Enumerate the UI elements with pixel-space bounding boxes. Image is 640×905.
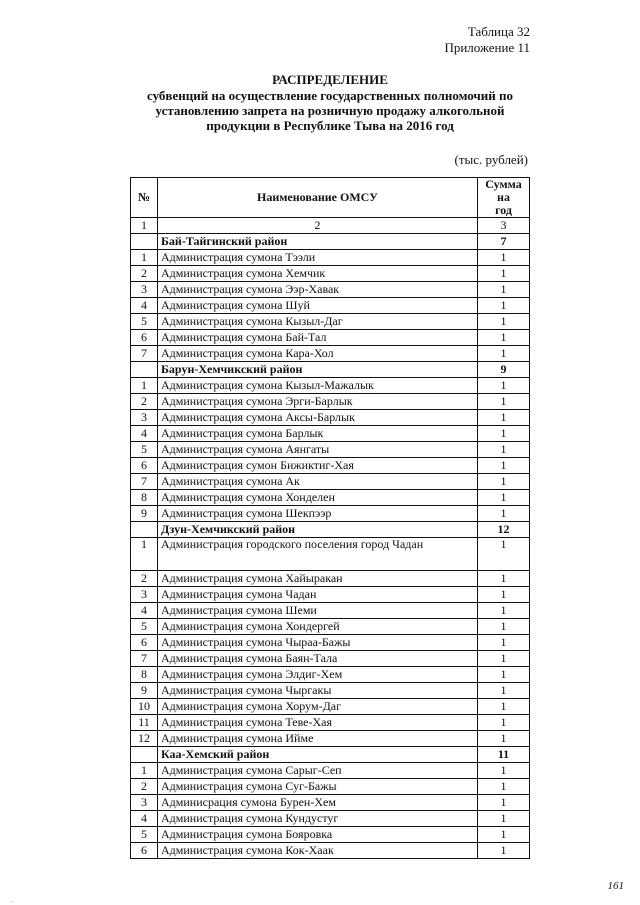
table-row: [131, 635, 530, 651]
row-number: 4: [131, 298, 158, 314]
header-number: №: [131, 178, 158, 218]
row-amount: 1: [478, 587, 530, 603]
row-name: Администрация сумона Ээр-Хавак: [158, 282, 478, 298]
row-number: 4: [131, 603, 158, 619]
row-amount: 1: [478, 490, 530, 506]
row-amount: 1: [478, 458, 530, 474]
row-amount: 1: [478, 250, 530, 266]
row-amount: 1: [478, 282, 530, 298]
row-name: Администрация сумона Хайыракан: [158, 571, 478, 587]
row-name: Администрация сумона Аксы-Барлык: [158, 410, 478, 426]
row-number: 8: [131, 667, 158, 683]
header-amount: [478, 178, 530, 218]
document-title: РАСПРЕДЕЛЕНИЕ: [272, 72, 388, 87]
table-row: [131, 266, 530, 282]
row-number: 1: [131, 378, 158, 394]
row-amount: 1: [478, 330, 530, 346]
row-number: 2: [131, 394, 158, 410]
district-number-cell: [131, 747, 158, 763]
row-amount: 1: [478, 538, 530, 571]
table-row: [131, 667, 530, 683]
row-amount: 1: [478, 827, 530, 843]
row-name: Администрация сумона Кок-Хаак: [158, 843, 478, 859]
table-header-row: [131, 178, 530, 218]
row-number: 9: [131, 506, 158, 522]
row-amount: 1: [478, 394, 530, 410]
row-amount: 1: [478, 843, 530, 859]
row-name: Администрация сумона Ак: [158, 474, 478, 490]
table-row: [131, 715, 530, 731]
row-name: Администрация сумона Чадан: [158, 587, 478, 603]
row-number: 3: [131, 282, 158, 298]
row-amount: 1: [478, 779, 530, 795]
row-number: 8: [131, 490, 158, 506]
row-name: Администрация сумон Бижиктиг-Хая: [158, 458, 478, 474]
column-number-3: 3: [478, 218, 530, 234]
row-amount: 1: [478, 474, 530, 490]
row-number: 3: [131, 587, 158, 603]
row-name: Администрация сумона Шекпээр: [158, 506, 478, 522]
row-number: 3: [131, 795, 158, 811]
table-row: [131, 843, 530, 859]
table-row: [131, 474, 530, 490]
row-number: 7: [131, 474, 158, 490]
table-row: [131, 731, 530, 747]
row-name: Администрация сумона Ийме: [158, 731, 478, 747]
row-number: 3: [131, 410, 158, 426]
table-row: [131, 298, 530, 314]
table-row: [131, 603, 530, 619]
corner-mark: .: [12, 898, 14, 904]
table-row: [131, 346, 530, 362]
row-name: Администрация сумона Чыраа-Бажы: [158, 635, 478, 651]
row-amount: 1: [478, 298, 530, 314]
row-number: 11: [131, 715, 158, 731]
row-name: Администрация сумона Кундустуг: [158, 811, 478, 827]
row-name: Администрация сумона Бояровка: [158, 827, 478, 843]
document-subtitle-line-3: продукции в Республике Тыва на 2016 год: [206, 118, 454, 133]
row-name: Администрация сумона Хонделен: [158, 490, 478, 506]
row-number: 9: [131, 683, 158, 699]
table-row: [131, 538, 530, 571]
district-number-cell: [131, 362, 158, 378]
row-name: Администрация сумона Элдиг-Хем: [158, 667, 478, 683]
row-number: 2: [131, 779, 158, 795]
district-name: Барун-Хемчикский район: [158, 362, 478, 378]
table-row: [131, 330, 530, 346]
row-name: Администрация сумона Кызыл-Даг: [158, 314, 478, 330]
district-row: [131, 234, 530, 250]
district-total: 7: [478, 234, 530, 250]
row-name: Администрация сумона Эрги-Барлык: [158, 394, 478, 410]
column-number-1: 1: [131, 218, 158, 234]
row-number: 2: [131, 571, 158, 587]
table-row: [131, 314, 530, 330]
row-name: Администрация сумона Хемчик: [158, 266, 478, 282]
district-total: 12: [478, 522, 530, 538]
district-name: Каа-Хемский район: [158, 747, 478, 763]
column-number-2: 2: [158, 218, 478, 234]
table-row: [131, 442, 530, 458]
row-number: 1: [131, 763, 158, 779]
column-number-row: [131, 218, 530, 234]
row-number: 5: [131, 442, 158, 458]
units-label: (тыс. рублей): [454, 152, 528, 167]
row-number: 7: [131, 651, 158, 667]
row-amount: 1: [478, 314, 530, 330]
document-subtitle-line-1: субвенций на осуществление государственных полномочий по: [147, 88, 513, 103]
district-number-cell: [131, 234, 158, 250]
table-row: [131, 410, 530, 426]
district-total: 11: [478, 747, 530, 763]
row-amount: 1: [478, 667, 530, 683]
row-amount: 1: [478, 795, 530, 811]
table-row: [131, 619, 530, 635]
appendix-label: Приложение 11: [444, 40, 530, 55]
row-name: Администрация сумона Кара-Хол: [158, 346, 478, 362]
district-number-cell: [131, 522, 158, 538]
row-amount: 1: [478, 266, 530, 282]
row-amount: 1: [478, 346, 530, 362]
table-row: [131, 587, 530, 603]
row-number: 6: [131, 635, 158, 651]
row-name: Администрация сумона Хорум-Даг: [158, 699, 478, 715]
row-name: Администрация сумона Хондергей: [158, 619, 478, 635]
table-row: [131, 571, 530, 587]
row-number: 5: [131, 827, 158, 843]
row-number: 1: [131, 250, 158, 266]
row-amount: 1: [478, 442, 530, 458]
table-row: [131, 699, 530, 715]
table-row: [131, 763, 530, 779]
header-amount-line-2: год: [495, 203, 512, 217]
row-amount: 1: [478, 699, 530, 715]
row-amount: 1: [478, 651, 530, 667]
table-row: [131, 250, 530, 266]
table-label: Таблица 32: [467, 24, 530, 39]
table-row: [131, 795, 530, 811]
district-total: 9: [478, 362, 530, 378]
table-row: [131, 827, 530, 843]
row-number: 6: [131, 843, 158, 859]
distribution-table: [130, 177, 530, 859]
row-name: Администрация сумона Сарыг-Сеп: [158, 763, 478, 779]
row-amount: 1: [478, 506, 530, 522]
header-name: Наименование ОМСУ: [158, 178, 478, 218]
row-name: Администрация сумона Суг-Бажы: [158, 779, 478, 795]
row-amount: 1: [478, 763, 530, 779]
row-number: 6: [131, 458, 158, 474]
row-number: 2: [131, 266, 158, 282]
table-row: [131, 490, 530, 506]
table-row: [131, 811, 530, 827]
table-row: [131, 426, 530, 442]
district-row: [131, 522, 530, 538]
row-amount: 1: [478, 715, 530, 731]
district-name: Бай-Тайгинский район: [158, 234, 478, 250]
row-name: Администрация сумона Шуй: [158, 298, 478, 314]
row-name: Администрация сумона Кызыл-Мажалык: [158, 378, 478, 394]
row-name: Администрация сумона Тээли: [158, 250, 478, 266]
header-amount-line-1: Сумма на: [485, 177, 522, 204]
row-amount: 1: [478, 571, 530, 587]
row-name: Администрация сумона Теве-Хая: [158, 715, 478, 731]
row-name: Администрация сумона Аянгаты: [158, 442, 478, 458]
row-number: 1: [131, 538, 158, 571]
row-amount: 1: [478, 635, 530, 651]
table-row: [131, 458, 530, 474]
row-name: Администрация сумона Барлык: [158, 426, 478, 442]
row-amount: 1: [478, 683, 530, 699]
row-amount: 1: [478, 811, 530, 827]
district-row: [131, 747, 530, 763]
table-body: [131, 234, 530, 859]
row-amount: 1: [478, 378, 530, 394]
row-name: Администрация сумона Баян-Тала: [158, 651, 478, 667]
page-number: 161: [607, 880, 624, 892]
table-row: [131, 282, 530, 298]
district-name: Дзун-Хемчикский район: [158, 522, 478, 538]
row-amount: 1: [478, 410, 530, 426]
row-number: 6: [131, 330, 158, 346]
row-number: 5: [131, 314, 158, 330]
row-number: 12: [131, 731, 158, 747]
row-number: 4: [131, 811, 158, 827]
row-name: Администрация сумона Чыргакы: [158, 683, 478, 699]
document-subtitle-line-2: установлению запрета на розничную продажу алкогольной: [155, 103, 505, 118]
row-number: 7: [131, 346, 158, 362]
row-number: 10: [131, 699, 158, 715]
row-amount: 1: [478, 603, 530, 619]
table-row: [131, 779, 530, 795]
table-row: [131, 651, 530, 667]
row-amount: 1: [478, 731, 530, 747]
district-row: [131, 362, 530, 378]
row-number: 5: [131, 619, 158, 635]
table-row: [131, 378, 530, 394]
row-name: Администрация сумона Бай-Тал: [158, 330, 478, 346]
row-number: 4: [131, 426, 158, 442]
table-row: [131, 394, 530, 410]
row-amount: 1: [478, 619, 530, 635]
row-name: Администрация городского поселения город Чадан: [158, 538, 478, 571]
row-name: Админисрация сумона Бурен-Хем: [158, 795, 478, 811]
table-row: [131, 506, 530, 522]
row-amount: 1: [478, 426, 530, 442]
table-row: [131, 683, 530, 699]
row-name: Администрация сумона Шеми: [158, 603, 478, 619]
